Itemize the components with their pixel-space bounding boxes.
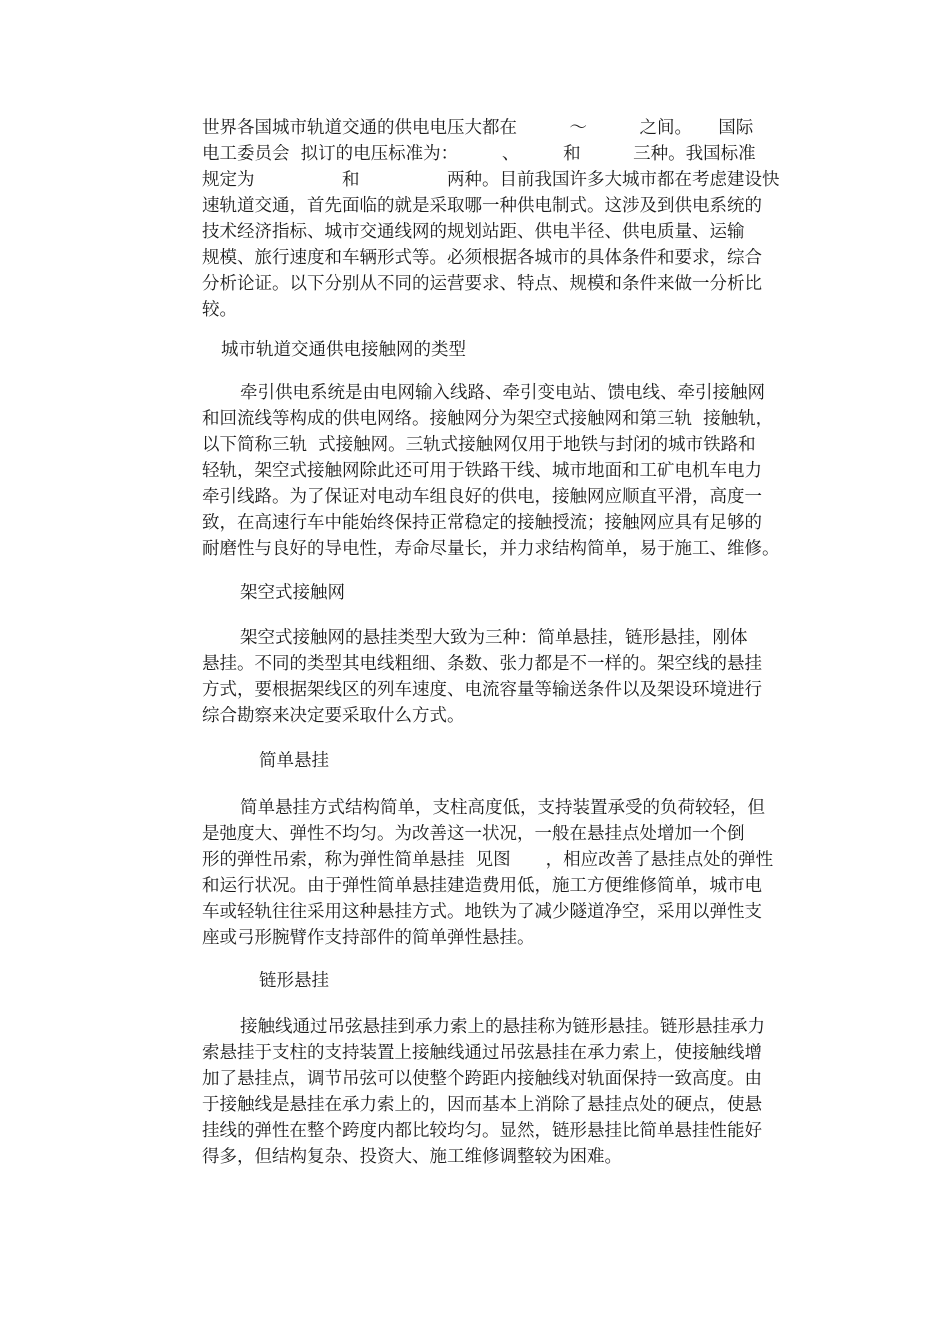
text-line: 座或弓形腕臂作支持部件的简单弹性悬挂。 xyxy=(202,928,535,948)
text-line: 耐磨性与良好的导电性，寿命尽量长，并力求结构简单，易于施工、维修。 xyxy=(202,539,780,559)
section-heading-chain-suspension: 链形悬挂 xyxy=(259,971,329,991)
text-line: 接触线通过吊弦悬挂到承力索上的悬挂称为链形悬挂。链形悬挂承力 xyxy=(240,1017,765,1037)
text-line: 致，在高速行车中能始终保持正常稳定的接触授流；接触网应具有足够的 xyxy=(202,513,762,533)
text-line: 电工委员会 拟订的电压标准为： 、 和 三种。我国标准 xyxy=(202,144,756,164)
text-line: 分析论证。以下分别从不同的运营要求、特点、规模和条件来做一分析比 xyxy=(202,274,762,294)
section-heading-contact-network-types: 城市轨道交通供电接触网的类型 xyxy=(221,340,466,360)
text-line: 索悬挂于支柱的支持装置上接触线通过吊弦悬挂在承力索上，使接触线增 xyxy=(202,1043,762,1063)
text-line: 规模、旅行速度和车辆形式等。必须根据各城市的具体条件和要求，综合 xyxy=(202,248,762,268)
text-line: 形的弹性吊索，称为弹性简单悬挂 见图 ，相应改善了悬挂点处的弹性 xyxy=(202,850,774,870)
section-heading-simple-suspension: 简单悬挂 xyxy=(259,751,329,771)
text-line: 加了悬挂点，调节吊弦可以使整个跨距内接触线对轨面保持一致高度。由 xyxy=(202,1069,762,1089)
text-line: 牵引线路。为了保证对电动车组良好的供电，接触网应顺直平滑，高度一 xyxy=(202,487,762,507)
text-line: 以下简称三轨 式接触网。三轨式接触网仅用于地铁与封闭的城市铁路和 xyxy=(202,435,756,455)
text-line: 架空式接触网的悬挂类型大致为三种：简单悬挂，链形悬挂，刚体 xyxy=(240,628,748,648)
text-line: 规定为 和 两种。目前我国许多大城市都在考虑建设快 xyxy=(202,170,780,190)
text-line: 综合勘察来决定要采取什么方式。 xyxy=(202,706,465,726)
text-line: 车或轻轨往往采用这种悬挂方式。地铁为了减少隧道净空，采用以弹性支 xyxy=(202,902,762,922)
text-line: 和回流线等构成的供电网络。接触网分为架空式接触网和第三轨 接触轨， xyxy=(202,409,774,429)
text-line: 于接触线是悬挂在承力索上的，因而基本上消除了悬挂点处的硬点，使悬 xyxy=(202,1095,762,1115)
text-line: 较。 xyxy=(202,300,237,320)
text-line: 简单悬挂方式结构简单，支柱高度低，支持装置承受的负荷较轻，但 xyxy=(240,798,765,818)
text-line: 世界各国城市轨道交通的供电电压大都在 ～ 之间。 国际 xyxy=(202,118,754,138)
text-line: 牵引供电系统是由电网输入线路、牵引变电站、馈电线、牵引接触网 xyxy=(240,383,765,403)
text-line: 速轨道交通，首先面临的就是采取哪一种供电制式。这涉及到供电系统的 xyxy=(202,196,762,216)
section-heading-overhead-catenary: 架空式接触网 xyxy=(240,583,345,603)
text-line: 技术经济指标、城市交通线网的规划站距、供电半径、供电质量、运输 xyxy=(202,222,745,242)
text-line: 是弛度大、弹性不均匀。为改善这一状况，一般在悬挂点处增加一个倒 xyxy=(202,824,745,844)
text-line: 得多，但结构复杂、投资大、施工维修调整较为困难。 xyxy=(202,1147,622,1167)
text-line: 和运行状况。由于弹性简单悬挂建造费用低，施工方便维修简单，城市电 xyxy=(202,876,762,896)
text-line: 轻轨，架空式接触网除此还可用于铁路干线、城市地面和工矿电机车电力 xyxy=(202,461,762,481)
text-line: 悬挂。不同的类型其电线粗细、条数、张力都是不一样的。架空线的悬挂 xyxy=(202,654,762,674)
text-line: 挂线的弹性在整个跨度内都比较均匀。显然，链形悬挂比简单悬挂性能好 xyxy=(202,1121,762,1141)
text-line: 方式，要根据架线区的列车速度、电流容量等输送条件以及架设环境进行 xyxy=(202,680,762,700)
